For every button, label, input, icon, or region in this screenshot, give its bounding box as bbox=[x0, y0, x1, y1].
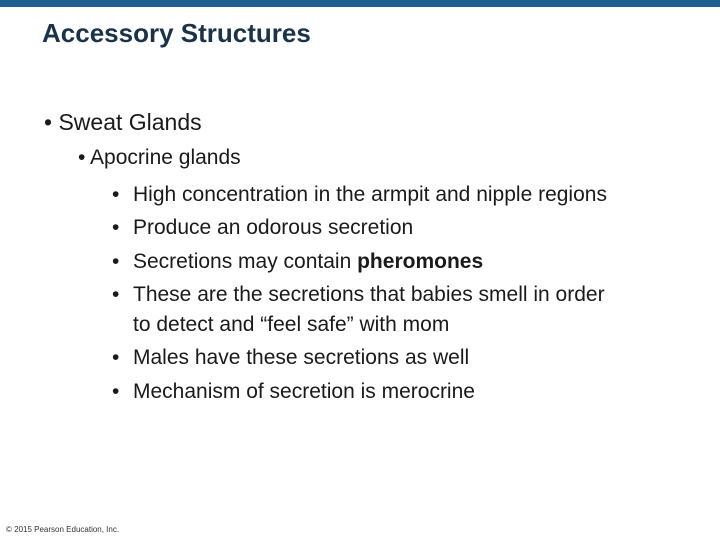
bullet-marker: • bbox=[44, 109, 53, 135]
bullet-marker: • bbox=[112, 380, 120, 403]
bullet-text: to detect and “feel safe” with mom bbox=[133, 313, 450, 336]
bullet-text: Produce an odorous secretion bbox=[133, 216, 414, 239]
bullet-text bbox=[133, 250, 483, 274]
bullet-text: Sweat Glands bbox=[58, 109, 202, 135]
bullet-sweat-glands bbox=[44, 109, 202, 136]
slide-title: Accessory Structures bbox=[42, 18, 311, 48]
bullet-marker: • bbox=[112, 283, 120, 306]
bullet-text-plain: Secretions may contain bbox=[133, 250, 358, 273]
bullet-text: Males have these secretions as well bbox=[133, 346, 470, 369]
bullet-marker: • bbox=[112, 250, 120, 273]
bullet-apocrine-glands bbox=[78, 146, 241, 170]
bullet-marker: • bbox=[112, 183, 120, 206]
copyright-footer: © 2015 Pearson Education, Inc. bbox=[6, 525, 120, 534]
bullet-text: High concentration in the armpit and nipple regions bbox=[133, 183, 607, 206]
bullet-text: These are the secretions that babies smell in order bbox=[133, 283, 605, 306]
bullet-marker: • bbox=[112, 346, 120, 369]
bullet-text-bold: pheromones bbox=[357, 250, 484, 273]
bullet-text: Apocrine glands bbox=[90, 146, 241, 169]
bullet-marker: • bbox=[112, 216, 120, 239]
bullet-marker: • bbox=[78, 146, 86, 169]
top-accent-bar bbox=[0, 0, 720, 7]
bullet-text: Mechanism of secretion is merocrine bbox=[133, 380, 475, 403]
